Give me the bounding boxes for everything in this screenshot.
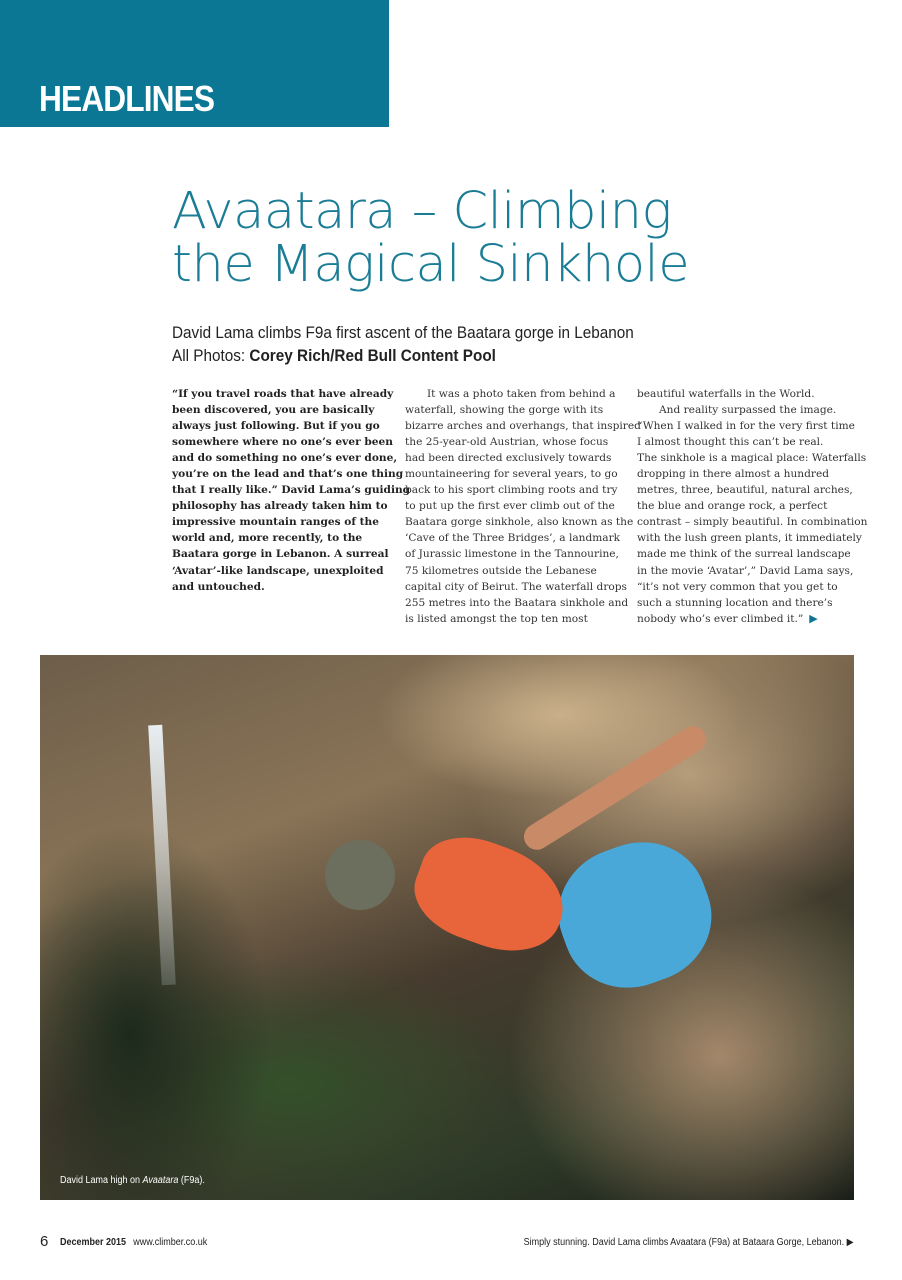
- text-line: nobody who’s ever climbed it.” ▶: [637, 611, 818, 625]
- text-line: that I really like.” David Lama’s guiding: [172, 484, 411, 497]
- text-line: impressive mountain ranges of the: [172, 516, 379, 529]
- text-line: 255 metres into the Baatara sinkhole and: [405, 596, 629, 609]
- text-line: such a stunning location and there’s: [637, 596, 833, 609]
- text-line: always just following. But if you go: [172, 420, 380, 433]
- title-line: the Magical Sinkhole: [172, 235, 690, 294]
- standfirst: David Lama climbs F9a first ascent of the Baatara gorge in Lebanon: [172, 323, 634, 342]
- continue-teaser: Simply stunning. David Lama climbs Avaatara (F9a) at Bataara Gorge, Lebanon.: [524, 1237, 845, 1248]
- text-line: is listed amongst the top ten most: [405, 612, 588, 625]
- text-line: world and, more recently, to the: [172, 532, 363, 545]
- text-line: beautiful waterfalls in the World.: [637, 388, 815, 400]
- page-number: 6: [40, 1233, 49, 1250]
- continue-arrow-icon: ▶: [809, 611, 818, 625]
- text-line: and untouched.: [172, 580, 265, 593]
- text-line: the 25-year-old Austrian, whose focus: [405, 436, 609, 449]
- climber-shirt: [402, 822, 577, 967]
- text-line: I almost thought this can’t be real.: [637, 436, 824, 449]
- text-line: contrast – simply beautiful. In combination: [637, 516, 868, 529]
- text-line: ‘Avatar’-like landscape, unexploited: [172, 564, 384, 577]
- photo-caption: [60, 1175, 205, 1186]
- continue-arrow-icon: ▶: [847, 1237, 854, 1248]
- site-url[interactable]: www.climber.co.uk: [133, 1237, 208, 1248]
- text-line: mountaineering for several years, to go: [405, 468, 618, 481]
- title-line: Avaatara – Climbing: [172, 182, 672, 241]
- text-line: to put up the first ever climb out of the: [405, 500, 615, 513]
- text-line: “If you travel roads that have already: [172, 388, 394, 400]
- caption-text: David Lama high on: [60, 1175, 143, 1186]
- text-line: Baatara gorge in Lebanon. A surreal: [172, 548, 389, 561]
- waterfall: [148, 725, 176, 985]
- text-line: bizarre arches and overhangs, that inspired: [405, 420, 641, 433]
- text-line: waterfall, showing the gorge with its: [405, 404, 604, 417]
- text-line: with the lush green plants, it immediately: [637, 532, 862, 545]
- text-line: metres, three, beautiful, natural arches,: [637, 484, 853, 497]
- text-line: ‘Cave of the Three Bridges’, a landmark: [405, 532, 621, 545]
- credit-label: All Photos:: [172, 346, 250, 365]
- text-line: It was a photo taken from behind a: [427, 388, 616, 400]
- text-line: you’re on the lead and that’s one thing: [172, 468, 404, 481]
- photo-credit: [172, 344, 634, 367]
- climber-head: [325, 840, 395, 910]
- text-line: been discovered, you are basically: [172, 404, 375, 417]
- footer-left: [60, 1237, 207, 1248]
- text-line: and do something no one’s ever done,: [172, 452, 398, 465]
- text-line: philosophy has already taken him to: [172, 500, 388, 513]
- section-header: [0, 0, 389, 127]
- climber-legs: [541, 824, 730, 1007]
- caption-route: Avaatara: [142, 1175, 179, 1186]
- text-line: in the movie ‘Avatar’,” David Lama says,: [637, 564, 854, 577]
- body-column-2: [405, 386, 641, 627]
- article-title: [172, 182, 690, 294]
- text-line: “it’s not very common that you get to: [637, 580, 838, 593]
- lead-column: [172, 386, 410, 595]
- text-line: back to his sport climbing roots and try: [405, 484, 618, 497]
- text-line: capital city of Beirut. The waterfall drops: [405, 580, 627, 593]
- body-column-3: [637, 386, 867, 627]
- text-line: had been directed exclusively towards: [405, 452, 612, 465]
- credit-name: Corey Rich/Red Bull Content Pool: [249, 346, 496, 365]
- main-photo: [40, 655, 854, 1200]
- text-line: made me think of the surreal landscape: [637, 548, 851, 561]
- footer-right: [524, 1237, 854, 1248]
- text-line: And reality surpassed the image.: [659, 404, 837, 417]
- text-line: the blue and orange rock, a perfect: [637, 500, 828, 513]
- section-label: HEADLINES: [39, 78, 215, 119]
- climber-arm: [519, 721, 711, 854]
- text-line: The sinkhole is a magical place: Waterfalls: [637, 452, 867, 465]
- text-line: of Jurassic limestone in the Tannourine,: [405, 548, 619, 561]
- text-line: dropping in there almost a hundred: [637, 468, 830, 481]
- caption-grade: (F9a).: [178, 1175, 205, 1186]
- text-line: Baatara gorge sinkhole, also known as the: [405, 516, 634, 529]
- article-subtitle: [172, 321, 634, 367]
- text-line: somewhere where no one’s ever been: [172, 436, 393, 449]
- issue-date: December 2015: [60, 1237, 127, 1248]
- text-line: “When I walked in for the very first time: [637, 420, 855, 433]
- text-line: 75 kilometres outside the Lebanese: [405, 564, 597, 577]
